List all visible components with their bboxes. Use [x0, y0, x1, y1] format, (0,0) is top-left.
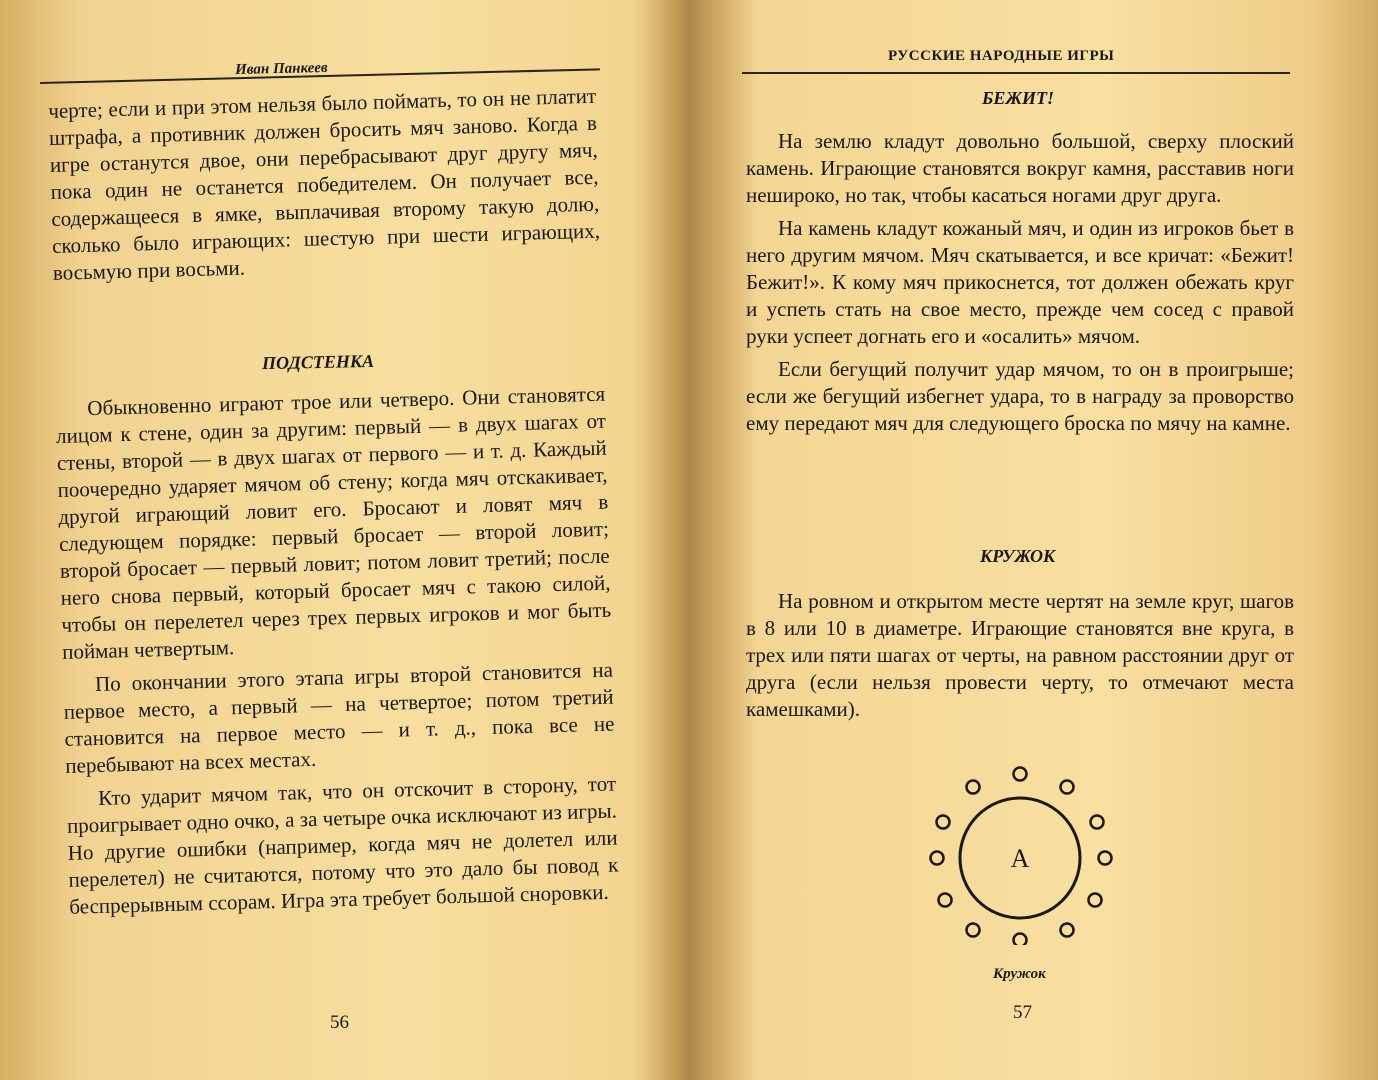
paragraph: На землю кладут довольно большой, сверху плоский камень. Играющие становятся вокруг камня, расставив ноги нешироко, но так, чтобы касаться ногами друг друга.	[746, 129, 1294, 207]
left-running-header: Иван Панкеев	[235, 59, 328, 78]
kruzhok-diagram-svg	[915, 760, 1125, 945]
podstenka-text	[55, 381, 620, 927]
player-marker	[1061, 924, 1074, 937]
player-marker	[1091, 816, 1104, 829]
section-title-bezhit: БЕЖИТ!	[982, 88, 1054, 108]
left-page	[0, 0, 660, 1080]
bezhit-text	[746, 128, 1294, 443]
kruzhok-diagram	[915, 760, 1125, 945]
section-title-kruzhok: КРУЖОК	[980, 546, 1056, 566]
page-number-left: 56	[330, 1012, 349, 1033]
right-running-header: РУССКИЕ НАРОДНЫЕ ИГРЫ	[888, 48, 1115, 64]
player-marker	[967, 781, 980, 794]
player-marker	[939, 894, 952, 907]
paragraph: Кто ударит мячом так, что он отскочит в сторону, тот проигрывает одно очко, а за четыре очка исключают из игры. Но другие ошибки (например, когда мяч не долетел или перелетел) не считаются, потому что это дало бы повод к беспрерывным ссорам. Игра эта требует большой сноровки.	[66, 771, 619, 919]
paragraph: Если бегущий получит удар мячом, то он в проигрыше; если же бегущий избегнет удара, то в награду за проворство ему передают мяч для следующего броска по мячу на камне.	[746, 357, 1294, 435]
player-marker	[967, 924, 980, 937]
player-marker	[1014, 768, 1027, 781]
page-number-right: 57	[1013, 1002, 1032, 1023]
paragraph: На камень кладут кожаный мяч, и один из игроков бьет в него другим мячом. Мяч скатывается, и все кричат: «Бежит! Бежит!». К кому мяч прикоснется, тот должен обежать круг и успеть стать на свое место, прежде чем сосед с правой руки успеет догнать его и «осалить» мячом.	[746, 216, 1294, 348]
continuation-text	[48, 83, 601, 293]
player-marker	[1014, 934, 1027, 946]
kruzhok-text	[746, 588, 1294, 729]
diagram-caption: Кружок	[993, 966, 1046, 982]
right-header-rule	[742, 72, 1290, 74]
player-marker	[1061, 781, 1074, 794]
player-marker	[1099, 852, 1112, 865]
player-marker	[937, 816, 950, 829]
paragraph: По окончании этого этапа игры второй становится на первое место, а первый — на четвертое; потом третий становится на первое место — и т. д., пока все не перебывают на всех местах.	[63, 657, 615, 778]
right-page	[700, 0, 1378, 1080]
continuation-paragraph: черте; если и при этом нельзя было поймать, то он не платит штрафа, а противник должен бросить мяч заново. Когда в игре останутся двое, они перебрасывают друг другу мяч, пока один не останется победителем. Он получает все, содержащееся в ямке, выплачивая второму такую долю, сколько было играющих: шестую при шести играющих, восьмую при восьми.	[48, 83, 601, 285]
section-title-podstenka: ПОДСТЕНКА	[261, 350, 375, 374]
player-marker	[1089, 894, 1102, 907]
paragraph: Обыкновенно играют трое или четверо. Они становятся лицом к стене, один за другим: первый — в двух шагах от стены, второй — в двух шагах от первого — и т. д. Каждый поочередно ударяет мячом об стену; когда мяч отскакивает, другой играющий ловит его. Бросают и ловят мяч в следующем порядке: первый бросает — второй ловит; второй бросает — первый ловит; потом ловит третий; после него снова первый, который бросает мяч с такою силой, чтобы он перелетел через трех первых игроков и мог быть пойман четвертым.	[55, 381, 612, 664]
diagram-center-label: А	[1010, 844, 1030, 873]
paragraph: На ровном и открытом месте чертят на земле круг, шагов в 8 или 10 в диаметре. Играющие становятся вне круга, в трех или пяти шагах от черты, на равном расстоянии друг от друга (если нельзя провести черту, то отмечают места камешками).	[746, 589, 1294, 721]
player-marker	[931, 852, 944, 865]
